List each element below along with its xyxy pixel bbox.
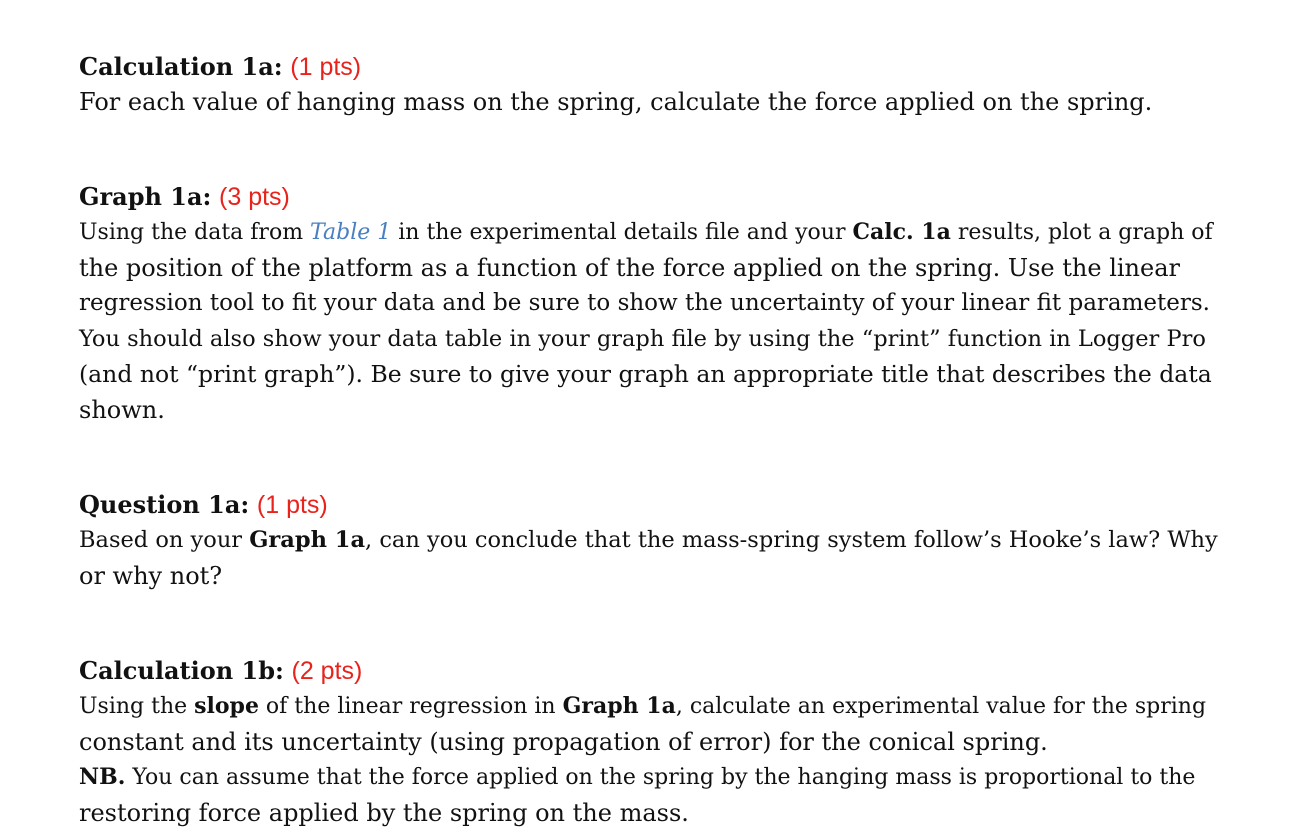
section-heading — [79, 653, 1219, 689]
text-run: Using the — [79, 694, 195, 719]
bold-text: NB. — [79, 764, 126, 791]
bold-text: Graph 1a — [249, 527, 366, 553]
text-run: Using the data from — [79, 220, 311, 245]
text-run: of the linear regression in — [258, 694, 563, 719]
heading-label: Question 1a: — [79, 490, 250, 519]
body-text: constant and its uncertainty (using propagation of error) for the conical spring. — [79, 727, 1048, 756]
body-text — [79, 215, 1219, 251]
heading-label: Calculation 1b: — [79, 656, 284, 685]
text-run: , can you conclude that the mass-spring system follow’s Hooke’s law? Why — [365, 527, 1218, 553]
section-calculation-1a — [79, 49, 1219, 121]
body-text: the position of the platform as a function of the force applied on the spring. Use the linear — [79, 253, 1180, 282]
text-run: in the experimental details file and your — [391, 220, 853, 245]
body-text: (and not “print graph”). Be sure to give your graph an appropriate title that describes the data — [79, 360, 1212, 389]
section-question-1a — [79, 487, 1219, 594]
body-text — [79, 523, 1219, 559]
text-run: results, plot a graph of — [950, 220, 1213, 245]
body-text: You should also show your data table in your graph file by using the “print” function in Logger Pro — [79, 325, 1206, 352]
section-heading — [79, 179, 1219, 215]
heading-label: Calculation 1a: — [79, 52, 283, 81]
points-label: (3 pts) — [219, 183, 290, 211]
points-label: (2 pts) — [291, 657, 363, 685]
points-label: (1 pts) — [256, 491, 328, 519]
table-reference: Table 1 — [310, 220, 392, 245]
bold-text: Graph 1a — [562, 693, 676, 719]
section-heading — [79, 487, 1219, 523]
bold-text: Calc. 1a — [852, 219, 951, 245]
text-run: , calculate an experimental value for the spring — [675, 694, 1207, 719]
body-text: regression tool to fit your data and be sure to show the uncertainty of your linear fit parameters. — [79, 290, 1210, 317]
body-text — [79, 760, 1219, 796]
body-text: For each value of hanging mass on the spring, calculate the force applied on the spring. — [79, 88, 1153, 116]
body-text: shown. — [79, 395, 165, 424]
body-text: restoring force applied by the spring on the mass. — [79, 798, 689, 827]
body-text: or why not? — [79, 561, 223, 590]
section-graph-1a — [79, 179, 1219, 429]
text-run: You can assume that the force applied on the spring by the hanging mass is proportional to the — [125, 765, 1196, 791]
text-run: Based on your — [79, 527, 250, 553]
bold-text: slope — [194, 693, 259, 719]
heading-label: Graph 1a: — [79, 182, 212, 211]
points-label: (1 pts) — [290, 53, 362, 81]
section-calculation-1b — [79, 653, 1219, 831]
body-text — [79, 689, 1219, 725]
section-heading — [79, 49, 1219, 85]
